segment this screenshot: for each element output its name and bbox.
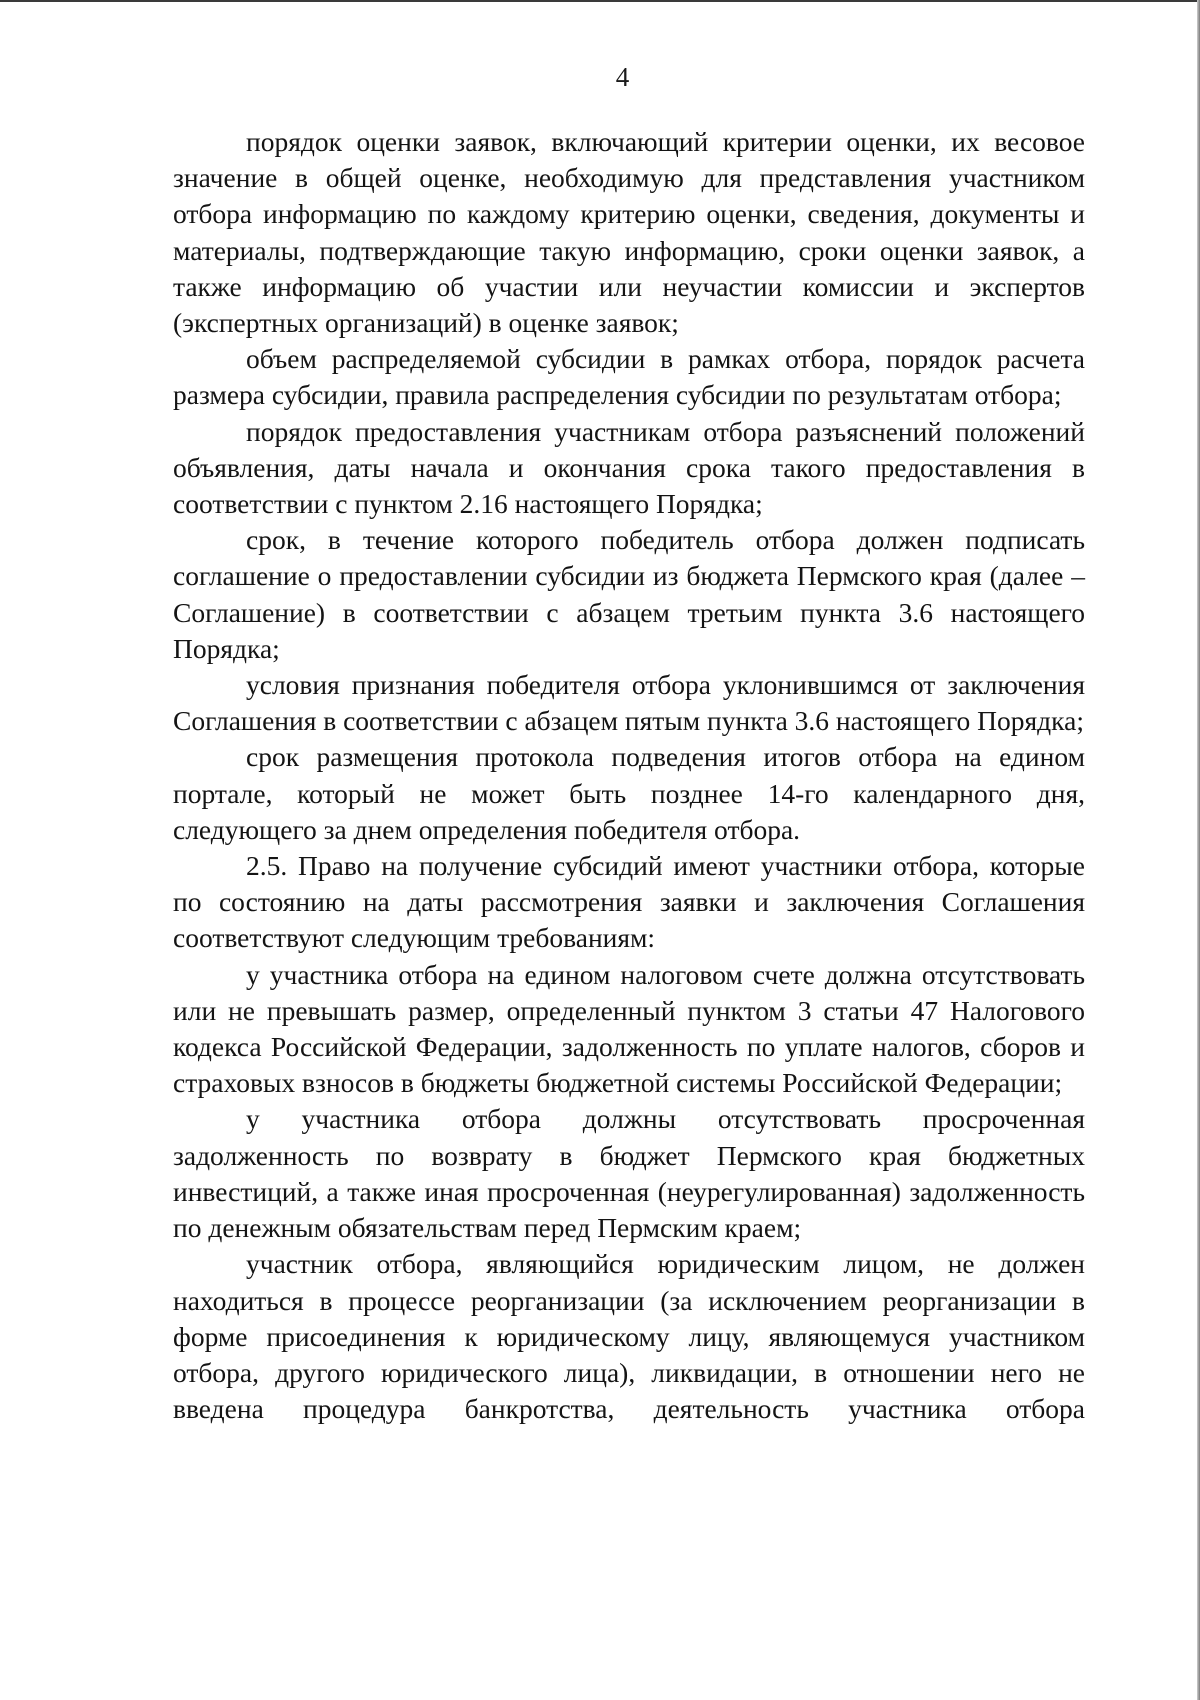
document-body — [173, 124, 1085, 1427]
paragraph-section-2-5: 2.5. Право на получение субсидий имеют участники отбора, которые по состоянию на даты рассмотрения заявки и заключения Соглашения соответствуют следующим требованиям: — [173, 850, 1085, 954]
paragraph-overdue-debt: у участника отбора должны отсутствовать просроченная задолженность по возврату в бюджет Пермского края бюджетных инвестиций, а также иная просроченная (неурегулированная) задолженность по денежным обязательствам перед Пермским краем; — [173, 1103, 1085, 1244]
paragraph-tax-debt: у участника отбора на едином налоговом счете должна отсутствовать или не превышать размер, определенный пунктом 3 статьи 47 Налогового кодекса Российской Федерации, задолженность по уплате налогов, сборов и страховых взносов в бюджеты бюджетной системы Российской Федерации; — [173, 958, 1085, 1099]
paragraph-protocol-deadline: срок размещения протокола подведения итогов отбора на едином портале, который не может быть позднее 14-го календарного дня, следующего за днем определения победителя отбора. — [173, 741, 1085, 845]
paragraph-evaluation-procedure: порядок оценки заявок, включающий критерии оценки, их весовое значение в общей оценке, необходимую для представления участником отбора информацию по каждому критерию оценки, сведения, документы и материалы, подтверждающие такую информацию, сроки оценки заявок, а также информацию об участии или неучастии комиссии и экспертов (экспертных организаций) в оценке заявок; — [173, 126, 1085, 339]
paragraph-reorganization: участник отбора, являющийся юридическим лицом, не должен находиться в процессе реорганизации (за исключением реорганизации в форме присоединения к юридическому лицу, являющемуся участником отбора, другого юридического лица), ликвидации, в отношении него не введена процедура банкротства, деятельность участника отбора — [173, 1248, 1085, 1425]
paragraph-evasion-conditions: условия признания победителя отбора уклонившимся от заключения Соглашения в соответствии с абзацем пятым пункта 3.6 настоящего Порядка; — [173, 669, 1085, 737]
paragraph-clarifications: порядок предоставления участникам отбора разъяснений положений объявления, даты начала и окончания срока такого предоставления в соответствии с пунктом 2.16 настоящего Порядка; — [173, 415, 1085, 520]
paragraph-subsidy-volume: объем распределяемой субсидии в рамках отбора, порядок расчета размера субсидии, правила распределения субсидии по результатам отбора; — [173, 343, 1085, 411]
paragraph-agreement-deadline: срок, в течение которого победитель отбора должен подписать соглашение о предоставлении субсидии из бюджета Пермского края (далее – Соглашение) в соответствии с абзацем третьим пункта 3.6 настоящего Порядка; — [173, 524, 1085, 664]
page-number: 4 — [615, 62, 630, 92]
scan-top-edge — [0, 0, 1200, 2]
